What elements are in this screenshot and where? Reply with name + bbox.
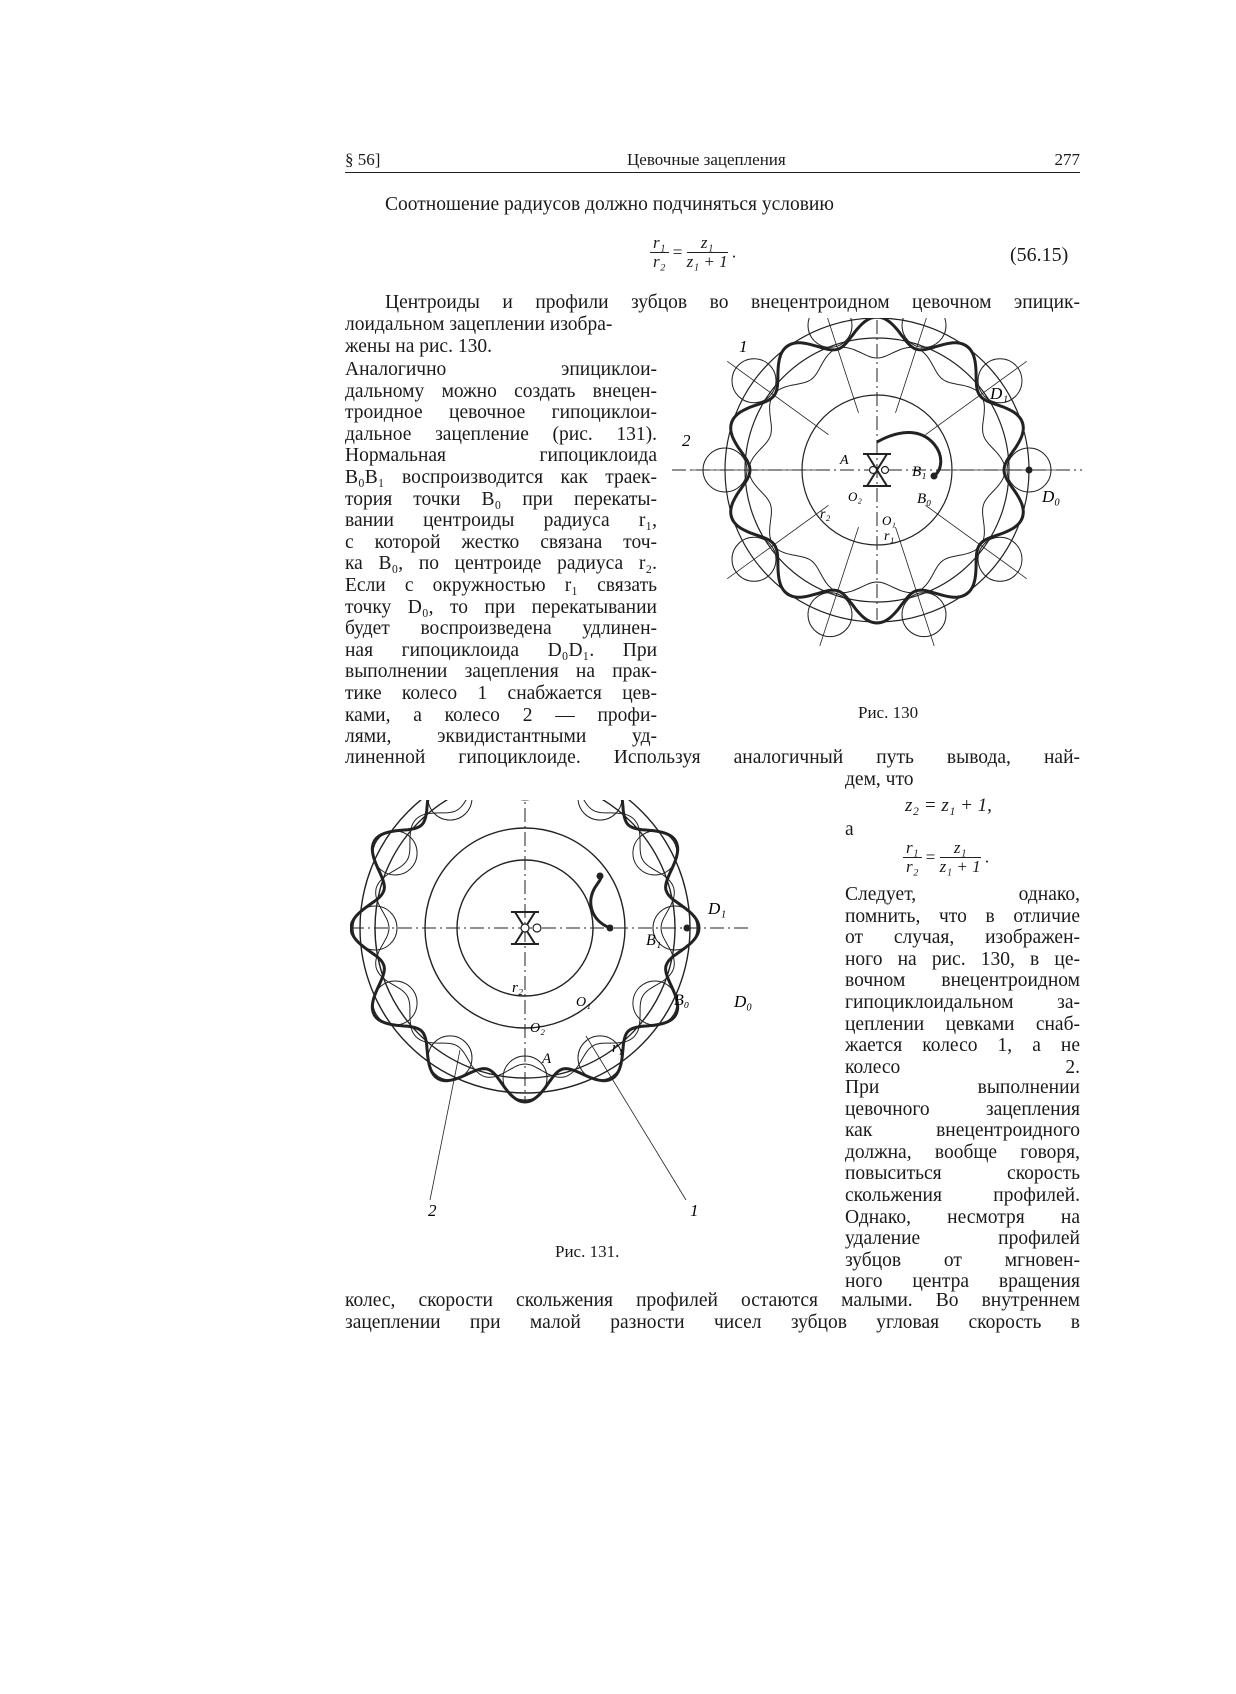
para1-line2: лоидальном зацеплении изобра- [345,314,613,335]
formula-ratio-2: $\frac{\text{r₁}}{\text{r₂}}$ = $\frac{\text{z₁}}{\text{z₁ + 1}}$ . [903,839,989,876]
para-3-line: от случая, изображен- [845,927,1080,949]
para-4-line: как внецентроидного [845,1120,1080,1142]
fig130-label-o1: O₁ [882,513,896,528]
para-3-line: жается колесо 1, а не [845,1035,1080,1057]
leader-line [586,1036,686,1200]
running-title: Цевочные зацепления [627,150,786,169]
para-2-line: тике колесо 1 снабжается цев- [345,683,657,704]
point-dot [607,925,613,931]
para-2-line: лями, эквидистантными уд- [345,726,657,748]
para-3-line: колесо 2. [845,1056,1080,1078]
para-2-line: троидное цевочное гипоциклои- [345,402,657,424]
frac-z1: z₁ [687,234,728,253]
fig131-label-d0: D₀ [734,992,753,1011]
fig131-label-o2: O₂ [530,1021,545,1036]
fig130-label-a: A [840,453,849,468]
para1-line1: Центроиды и профили зубцов во внецентроидном цевочном эпицик- [385,292,1080,313]
full-line-2: колес, скорости скольжения профилей остаются малыми. Во внутреннем [345,1290,1080,1311]
para-4-line: должна, вообще говоря, [845,1141,1080,1163]
fig130-caption: Рис. 130 [858,703,919,722]
fig130-label-d1: D₁ [990,384,1009,403]
pin-circle [428,800,472,820]
center-o2 [521,924,529,932]
fig131-label-r2: r₂ [512,980,524,996]
radial-line [820,527,859,646]
fig130-label-d0: D₀ [1042,487,1061,506]
fig131-caption: Рис. 131. [555,1242,620,1261]
point-dot [1026,467,1032,473]
figure-131 [350,800,820,1220]
fig130-label-o2: O₂ [848,489,862,504]
fig130-label-r2: r₂ [820,507,831,522]
para-2-line: B₀B₁ воспроизводится как траек- [345,467,657,488]
right-line-1: дем, что [845,769,914,790]
para-3-line: Следует, однако, [845,884,1080,905]
fig131-label-1: 1 [690,1201,699,1220]
para-4-line: повыситься скорость [845,1163,1080,1185]
para-2-line: вании центроиды радиуса r₁, [345,510,657,532]
center-o1 [533,924,541,932]
header-rule [345,172,1080,173]
para-3-line: вочном внецентроидном [845,970,1080,992]
para-2-line: с которой жестко связана точ- [345,531,657,553]
fig130-label-2: 2 [682,431,691,450]
para-4-line: ного центра вращения [845,1271,1080,1293]
para-2-line: выполнении зацепления на прак- [345,661,657,683]
para-4-line: Однако, несмотря на [845,1206,1080,1228]
fig130-label-r1: r₁ [884,529,895,544]
para1-line3: жены на рис. 130. [345,336,492,357]
fig130-label-b1: B₁ [912,464,927,480]
para-2-line: дальному можно создать внецен- [345,380,657,402]
frac-z1-plus-1: z₁ + 1 [686,252,728,271]
fig131-label-b1: B₁ [646,932,662,949]
para-3-line: цеплении цевками снаб- [845,1013,1080,1035]
para-2-line: Нормальная гипоциклоида [345,445,657,467]
fig131-label-2: 2 [428,1201,437,1220]
running-header [345,150,1080,174]
pin-circle [578,800,622,820]
frac-r2: r₂ [653,252,666,271]
fig131-label-o1: O₁ [576,995,591,1010]
center-o2 [870,467,877,474]
para-2-line: ками, а колесо 2 — профи- [345,704,657,726]
para-2-line: будет воспроизведена удлинен- [345,618,657,640]
equation-number: (56.15) [1010,244,1069,266]
conjunction-a: а [845,819,854,840]
para-2-line: дальное зацепление (рис. 131). [345,423,657,445]
para-3-line: гипоциклоидальном за- [845,992,1080,1013]
fig131-label-d1: D₁ [708,899,727,918]
full-line-1: линенной гипоциклоиде. Используя аналогичный путь вывода, най- [345,747,1080,768]
fig131-label-r1: r₁ [612,1040,624,1056]
point-dot [684,925,690,931]
para-4-line: удаление профилей [845,1228,1080,1250]
point-dot [597,873,603,879]
radial-line [896,527,935,646]
para-2-line: Если с окружностью r₁ связать [345,575,657,596]
center-o1 [882,467,889,474]
para-4-line: скольжения профилей. [845,1185,1080,1206]
b-trajectory [591,876,610,928]
para-3-line: помнить, что в отличие [845,905,1080,927]
para-4-line: зубцов от мгновен- [845,1249,1080,1271]
para-3-line: ного на рис. 130, в це- [845,948,1080,970]
formula-z2: z₂ = z₁ + 1, [905,795,992,816]
para-2-line: ная гипоциклоида D₀D₁. При [345,639,657,661]
para-4-line: При выполнении [845,1077,1080,1098]
full-line-3: зацеплении при малой разности чисел зубцов угловая скорость в [345,1312,1080,1333]
point-dot [931,473,937,479]
para-2-line: Аналогично эпициклои- [345,359,657,380]
para-4-line: цевочного зацепления [845,1098,1080,1120]
para-2-line: точку D₀, то при перекатывании [345,596,657,618]
formula-56-15: $\frac{\text{r₁}}{\text{r₂}}$ = $\frac{\text{z₁}}{\text{z₁ + 1}}$ . [650,234,736,271]
para-2-line: ка B₀, по центроиде радиуса r₂. [345,553,657,575]
para-2-line: тория точки B₀ при перекаты- [345,488,657,510]
figure-130 [672,318,1092,708]
intro-line: Соотношение радиусов должно подчиняться условию [385,194,834,215]
fig131-label-a: A [542,1051,552,1067]
fig130-label-b0: B₀ [917,491,932,507]
page-number: 277 [1054,150,1080,169]
frac-r1: r₁ [650,234,669,253]
fig130-label-1: 1 [739,337,748,356]
section-number: § 56] [345,150,381,169]
fig131-label-b0: B₀ [674,992,690,1009]
